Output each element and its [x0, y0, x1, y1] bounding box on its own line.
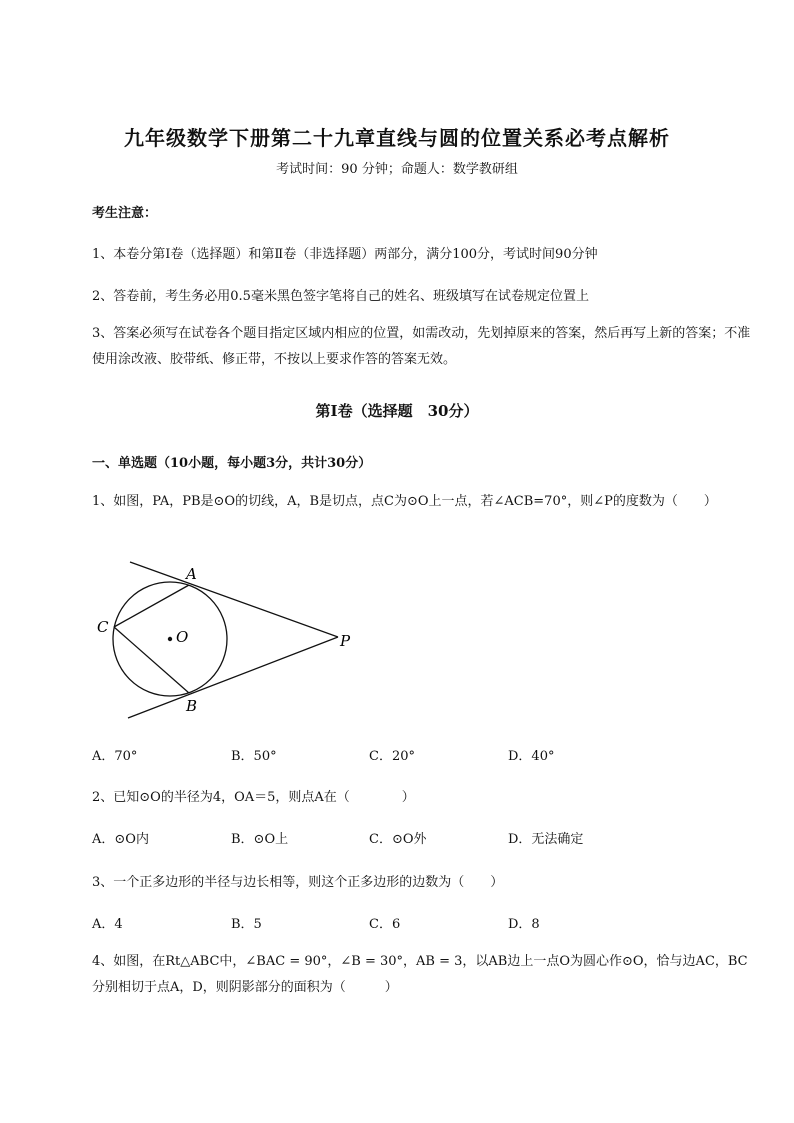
q1-option-c[interactable]: C．20° [369, 749, 415, 764]
label-o: O [176, 628, 189, 646]
question-1-text: 1、如图，PA，PB是⊙O的切线，A，B是切点，点C为⊙O上一点，若∠ACB=70°，则∠P的度数为（ ） [92, 494, 717, 509]
note-item-1: 1、本卷分第Ⅰ卷（选择题）和第Ⅱ卷（非选择题）两部分，满分100分，考试时间90分钟 [92, 247, 598, 262]
section-title: 第Ⅰ卷（选择题 30分） [315, 402, 479, 420]
q2-option-b[interactable]: B．⊙O上 [231, 832, 289, 847]
q1-option-a[interactable]: A．70° [92, 749, 138, 764]
q1-option-d[interactable]: D．40° [508, 749, 555, 764]
q3-option-d[interactable]: D．8 [508, 917, 540, 932]
exam-info: 考试时间：90 分钟；命题人：数学教研组 [276, 162, 518, 177]
q3-option-c[interactable]: C．6 [369, 917, 401, 932]
label-a: A [186, 565, 197, 583]
label-c: C [97, 618, 109, 636]
part-title: 一、单选题（10小题，每小题3分，共计30分） [92, 456, 372, 471]
q3-option-b[interactable]: B．5 [231, 917, 262, 932]
center-point [168, 637, 172, 641]
tangent-pb [128, 637, 338, 718]
q2-option-c[interactable]: C．⊙O外 [369, 832, 427, 847]
q2-option-a[interactable]: A．⊙O内 [92, 832, 149, 847]
label-b: B [186, 697, 198, 715]
question-4-text: 4、如图，在Rt△ABC中，∠BAC = 90°，∠B = 30°，AB = 3，以AB边上一点O为圆心作⊙O，恰与边AC，BC分别相切于点A，D，则阴影部分的面积为（ ） [92, 954, 748, 995]
q2-option-d[interactable]: D．无法确定 [508, 832, 584, 847]
question-2-text: 2、已知⊙O的半径为4，OA＝5，则点A在（ ） [92, 790, 415, 805]
note-item-3: 3、答案必须写在试卷各个题目指定区域内相应的位置，如需改动，先划掉原来的答案，然后再写上新的答案；不准使用涂改液、胶带纸、修正带，不按以上要求作答的答案无效。 [92, 326, 751, 367]
question-3-text: 3、一个正多边形的半径与边长相等，则这个正多边形的边数为（ ） [92, 875, 504, 890]
q3-option-a[interactable]: A．4 [92, 917, 123, 932]
question-1-figure [90, 556, 360, 726]
document-title: 九年级数学下册第二十九章直线与圆的位置关系必考点解析 [124, 126, 670, 150]
tangent-pa [130, 562, 338, 637]
chord-ca [114, 585, 189, 627]
notes-heading: 考生注意： [92, 206, 158, 221]
q1-option-b[interactable]: B．50° [231, 749, 277, 764]
note-item-2: 2、答卷前，考生务必用0.5毫米黑色签字笔将自己的姓名、班级填写在试卷规定位置上 [92, 289, 589, 304]
label-p: P [340, 632, 351, 650]
